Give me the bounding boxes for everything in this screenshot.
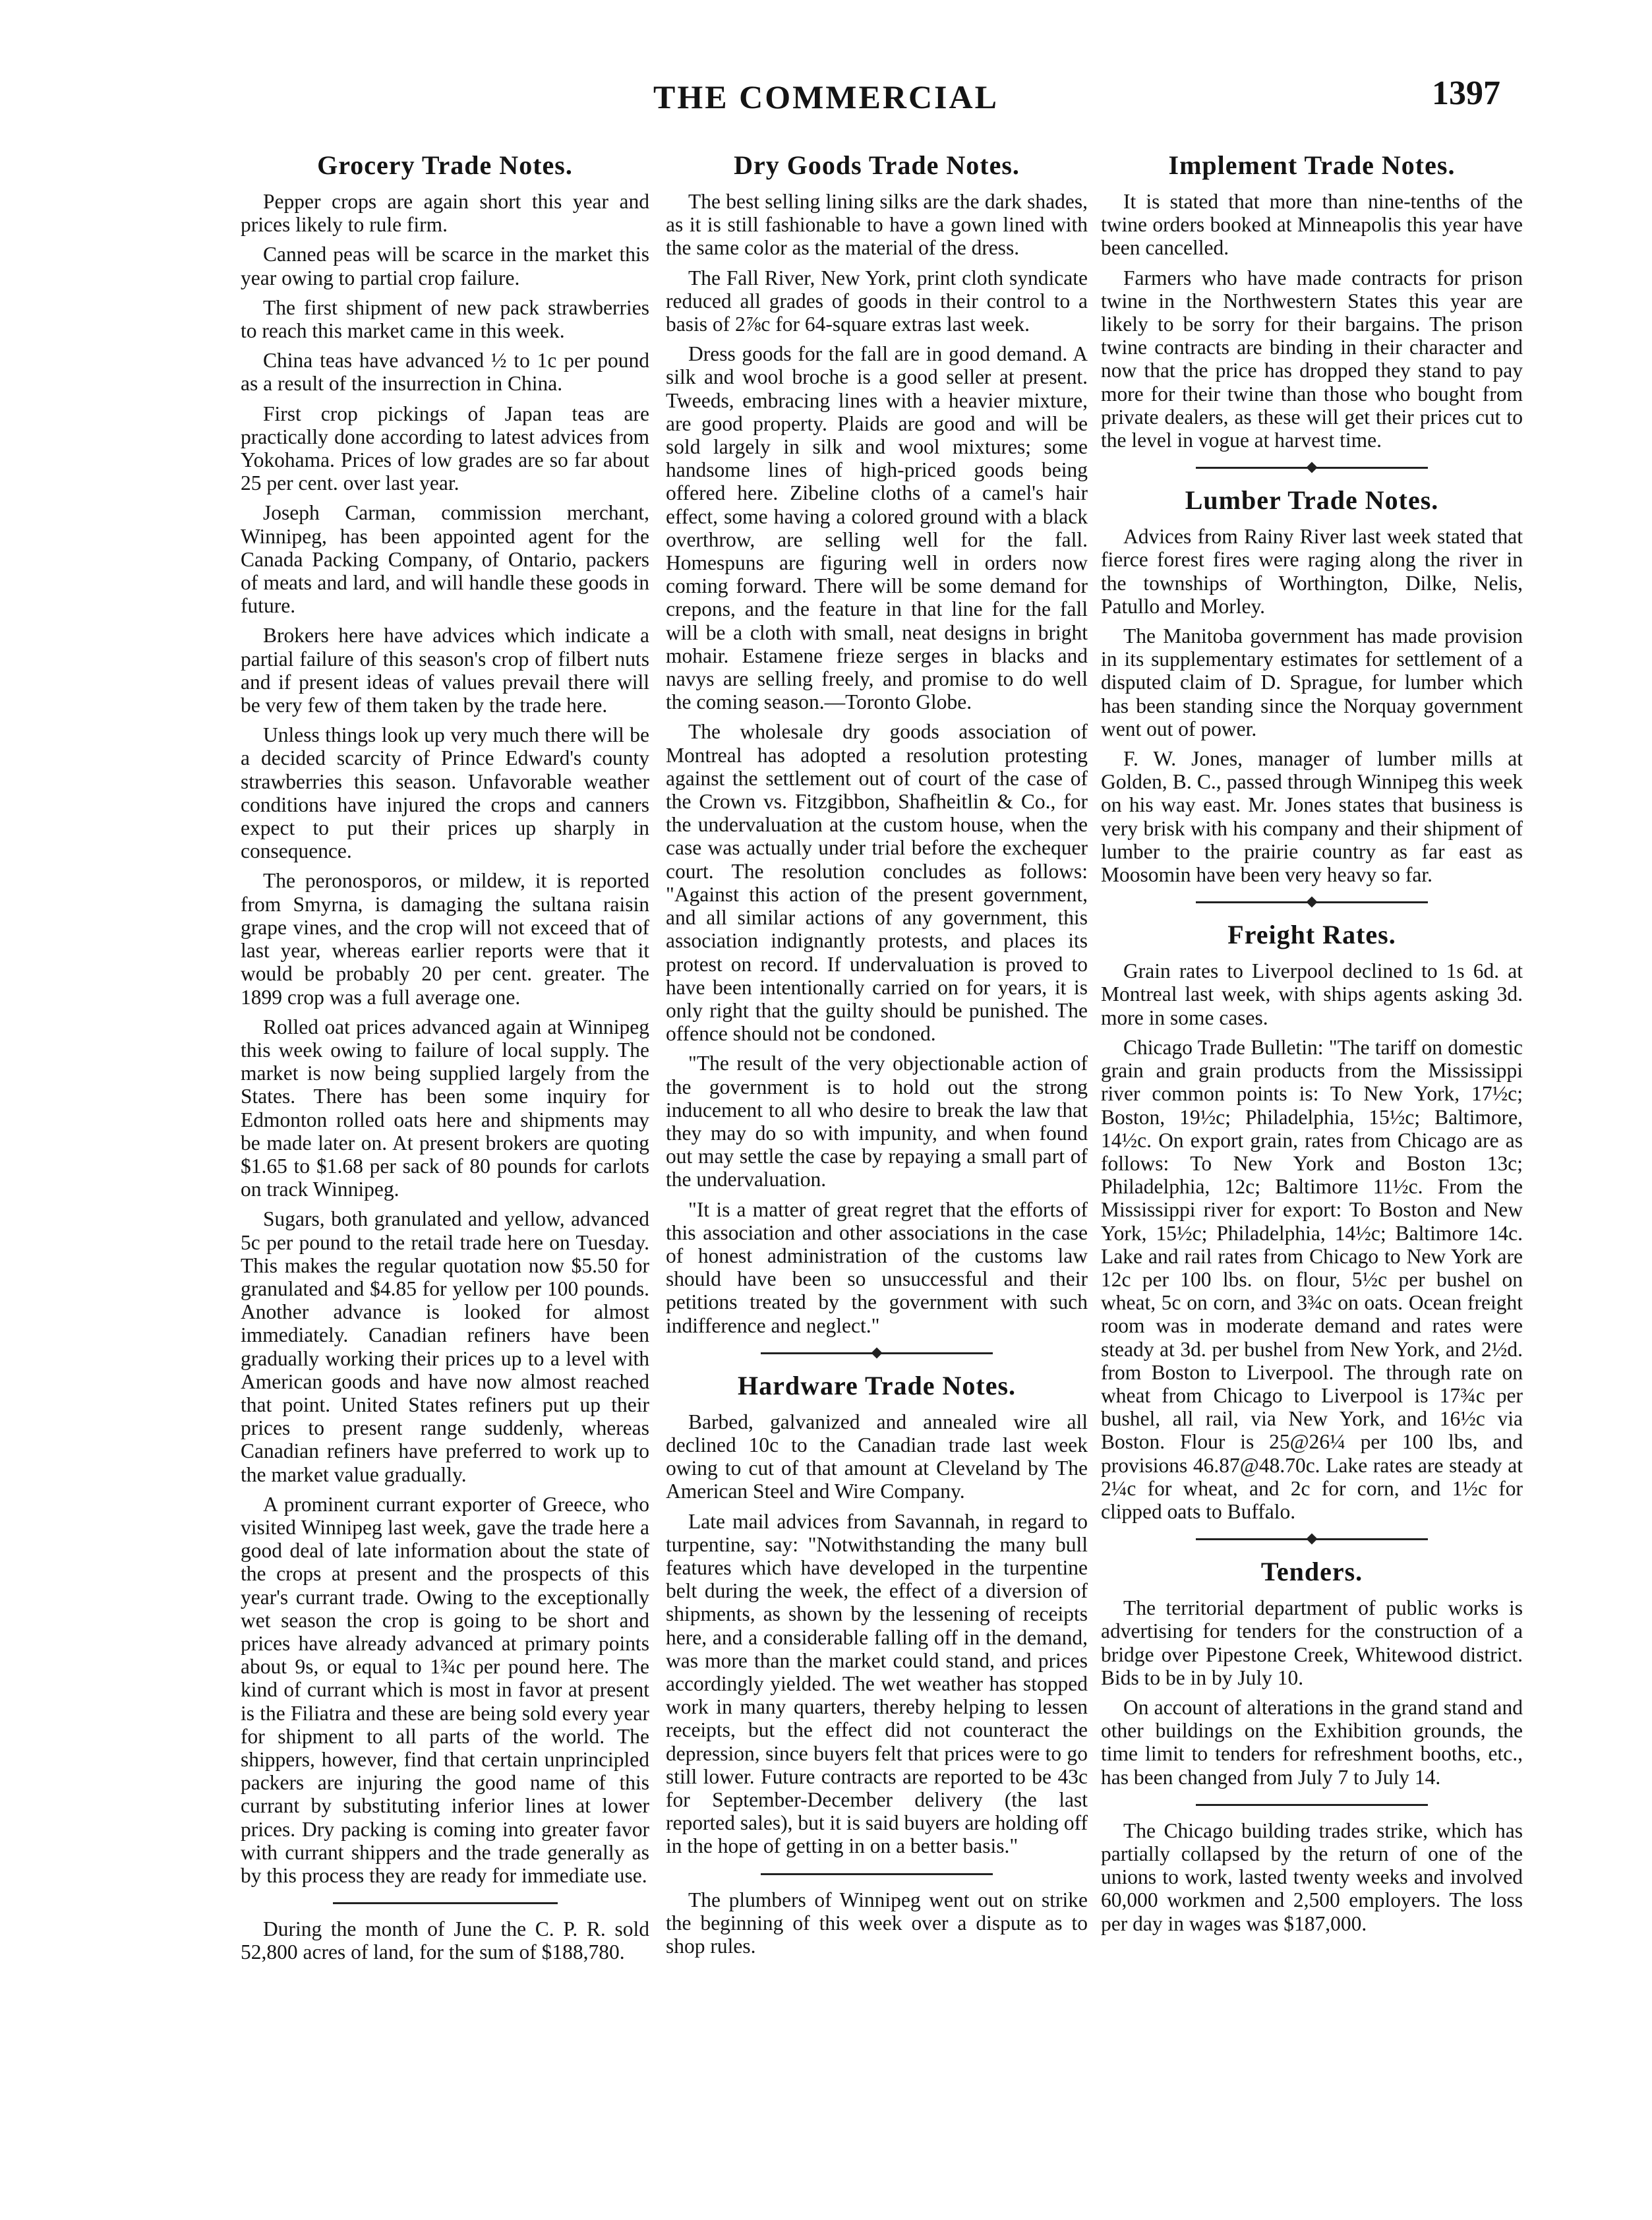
article-paragraph: Late mail advices from Savannah, in regard to turpentine, say: "Notwithstanding the many bull features which have developed in the turpentine belt during the week, the effect of a diversion of shipments, as shown by the lessening of receipts here, and a considerable falling off in the demand, was more than the market could stand, and prices accordingly yielded. The wet weather has stopped work in many quarters, thereby helping to lessen receipts, but the effect did not counteract the depression, since buyers felt that prices were to go still lower. Future contracts are reported to be 43c for September-December delivery (the last reported sales), but it is said buyers are holding off in the hope of getting in on a better basis."	[666, 1509, 1088, 1858]
article-paragraph: First crop pickings of Japan teas are practically done according to latest advices from Yokohama. Prices of low grades are so far about 25 per cent. over last year.	[241, 402, 649, 495]
section-divider	[761, 1865, 993, 1883]
article-paragraph: F. W. Jones, manager of lumber mills at Golden, B. C., passed through Winnipeg this week on his way east. Mr. Jones states that business is very brisk with his company and their shipment of lumber to the prairie country as far east as Moosomin have been very heavy so far.	[1101, 747, 1523, 887]
page-header	[0, 75, 1652, 131]
article-paragraph: The plumbers of Winnipeg went out on strike the beginning of this week over a dispute as to shop rules.	[666, 1888, 1088, 1958]
article-paragraph: The Fall River, New York, print cloth syndicate reduced all grades of goods in their control to a basis of 2⅞c for 64-square extras last week.	[666, 266, 1088, 336]
section-grocery-trade-notes	[241, 150, 649, 1887]
article-paragraph: Joseph Carman, commission merchant, Winnipeg, has been appointed agent for the Canada Packing Company, of Ontario, packers of meats and lard, and will handle these goods in future.	[241, 501, 649, 618]
article-paragraph: On account of alterations in the grand stand and other buildings on the Exhibition grounds, the time limit to tenders for refreshment booths, etc., has been changed from July 7 to July 14.	[1101, 1695, 1523, 1789]
article-paragraph: The peronosporos, or mildew, it is reported from Smyrna, is damaging the sultana raisin grape vines, and the crop will not exceed that of last year, whereas earlier reports were that it would be probably 20 per cent. greater. The 1899 crop was a full average one.	[241, 869, 649, 1009]
article-paragraph: During the month of June the C. P. R. sold 52,800 acres of land, for the sum of $188,780.	[241, 1917, 649, 1964]
article-paragraph: The wholesale dry goods association of Montreal has adopted a resolution protesting against the settlement out of court of the case of the Crown vs. Fitzgibbon, Shafheitlin & Co., for the undervaluation at the custom house, when the case was actually under trial before the exchequer court. The resolution concludes as follows: "Against this action of the present government, and all similar actions of any government, this association indignantly protests, and places its protest on record. If undervaluation is proved to have been intentionally carried on for years, it is only right that the guilty should be punished. The offence should not be condoned.	[666, 720, 1088, 1046]
section-lumber-trade-notes	[1101, 485, 1523, 886]
article-paragraph: Canned peas will be scarce in the market this year owing to partial crop failure.	[241, 243, 649, 289]
article-paragraph: Rolled oat prices advanced again at Winnipeg this week owing to failure of local supply. The market is now being supplied largely from the States. There has been some inquiry for Edmonton rolled oats here and shipments may be made later on. At present brokers are quoting $1.65 to $1.68 per sack of 80 pounds for carlots on track Winnipeg.	[241, 1015, 649, 1201]
column-3	[1101, 142, 1523, 2180]
article-paragraph: Chicago Trade Bulletin: "The tariff on domestic grain and grain products from the Mississippi river common points is: To New York, 17½c; Boston, 19½c; Philadelphia, 15½c; Baltimore, 14½c. On export grain, rates from Chicago are as follows: To New York and Boston 13c; Philadelphia, 12c; Baltimore 11½c. From the Mississippi river for export: To Boston and New York, 15½c; Philadelphia, 14½c; Baltimore 14c. Lake and rail rates from Chicago to New York are 12c per 100 lbs. on flour, 5½c per bushel on wheat, 5c on corn, and 3¾c on oats. Ocean freight room was in moderate demand and rates were steady at 3d. per bushel from New York, and 2½d. from Boston to Liverpool. The through rate on wheat from Chicago to Liverpool is 17¾c per bushel, all rail, via New York, and 16½c via Boston. Flour is 25@26¼ per 100 lbs, and provisions 46.87@48.70c. Lake rates are steady at 2¼c for wheat, and 2c for corn, and 1½c for clipped oats to Buffalo.	[1101, 1035, 1523, 1523]
article-paragraph: "The result of the very objectionable action of the government is to hold out the strong inducement to all who desire to break the law that they may do so with impunity, and when found out may settle the case by repaying a small part of the undervaluation.	[666, 1052, 1088, 1191]
brief-note	[1101, 1819, 1523, 1935]
article-paragraph: Brokers here have advices which indicate a partial failure of this season's crop of filbert nuts and if present ideas of values prevail there will be very few of them taken by the trade here.	[241, 624, 649, 717]
article-paragraph: Advices from Rainy River last week stated that fierce forest fires were raging along the river in the townships of Worthington, Dilke, Nelis, Patullo and Morley.	[1101, 525, 1523, 618]
article-paragraph: The territorial department of public works is advertising for tenders for the construction of a bridge over Pipestone Creek, Whitewood district. Bids to be in by July 10.	[1101, 1596, 1523, 1689]
section-divider	[1196, 1530, 1428, 1548]
section-heading: Freight Rates.	[1227, 920, 1396, 950]
section-tenders	[1101, 1556, 1523, 1789]
section-heading: Dry Goods Trade Notes.	[734, 150, 1020, 180]
brief-note	[666, 1888, 1088, 1958]
section-heading: Implement Trade Notes.	[1168, 150, 1456, 180]
article-paragraph: Dress goods for the fall are in good demand. A silk and wool broche is a good seller at present. Tweeds, embracing lines with a heavier mixture, are good property. Plaids are good and will be sold largely in silk and wool mixtures; some handsome lines of high-priced goods being offered here. Zibeline cloths of a camel's hair effect, some having a colored ground with a black overthrow, are selling well for the fall. Homespuns are figuring well in orders now coming forward. There will be some demand for crepons, and the feature in that line for the fall will be a cloth with small, neat designs in bright mohair. Estamene frieze serges in blacks and navys are selling freely, and promise to do well the coming season.—Toronto Globe.	[666, 342, 1088, 714]
section-divider	[333, 1894, 558, 1912]
column-2	[666, 142, 1088, 2180]
section-divider	[1196, 458, 1428, 477]
article-paragraph: The Manitoba government has made provision in its supplementary estimates for settlement of a disputed claim of D. Sprague, for lumber which has been standing since the Norquay government went out of power.	[1101, 624, 1523, 740]
article-paragraph: It is stated that more than nine-tenths of the twine orders booked at Minneapolis this year have been cancelled.	[1101, 190, 1523, 260]
article-paragraph: Pepper crops are again short this year and prices likely to rule firm.	[241, 190, 649, 237]
section-divider	[1196, 893, 1428, 911]
article-paragraph: The best selling lining silks are the dark shades, as it is still fashionable to have a gown lined with the same color as the material of the dress.	[666, 190, 1088, 260]
running-title: THE COMMERCIAL	[653, 78, 999, 115]
section-heading: Tenders.	[1260, 1557, 1363, 1587]
page-number: 1397	[1432, 75, 1500, 112]
article-paragraph: Unless things look up very much there will be a decided scarcity of Prince Edward's county strawberries this season. Unfavorable weather conditions have injured the crops and canners expect to put their prices up sharply in consequence.	[241, 723, 649, 863]
article-paragraph: Sugars, both granulated and yellow, advanced 5c per pound to the retail trade here on Tuesday. This makes the regular quotation now $5.50 for granulated and $4.85 for yellow per 100 pounds. Another advance is looked for almost immediately. Canadian refiners have been gradually working their prices up to a level with American goods and have now almost reached that point. United States refiners put up their prices to present range suddenly, whereas Canadian refiners have preferred to work up to the market value gradually.	[241, 1207, 649, 1486]
article-paragraph: "It is a matter of great regret that the efforts of this association and other associations in the case of honest administration of the customs law should have been so unsuccessful and their petitions treated by the government with such indifference and neglect."	[666, 1197, 1088, 1337]
section-hardware-trade-notes	[666, 1370, 1088, 1858]
section-freight-rates	[1101, 919, 1523, 1523]
brief-note	[241, 1917, 649, 1964]
section-heading: Lumber Trade Notes.	[1185, 485, 1439, 516]
article-paragraph: China teas have advanced ½ to 1c per pound as a result of the insurrection in China.	[241, 349, 649, 396]
section-implement-trade-notes	[1101, 150, 1523, 452]
section-heading: Hardware Trade Notes.	[737, 1370, 1017, 1400]
article-paragraph: A prominent currant exporter of Greece, who visited Winnipeg last week, gave the trade here a good deal of late information about the state of the crops at present and the prospects of this year's currant trade. Owing to the exceptionally wet season the crop is going to be short and prices have already advanced at primary points about 9s, or equal to 1¾c per pound here. The kind of currant which is most in favor at present is the Filiatra and these are being sold every year for shipment to all parts of the world. The shippers, however, find that certain unprincipled packers are injuring the good name of this currant by substituting inferior lines at lower prices. Dry packing is coming into greater favor with currant shippers and the trade generally as by this process they are ready for immediate use.	[241, 1492, 649, 1888]
section-dry-goods-trade-notes	[666, 150, 1088, 1337]
article-paragraph: Farmers who have made contracts for prison twine in the Northwestern States this year are likely to be sorry for their bargains. The prison twine contracts are binding in their character and now that the price has dropped they stand to pay more for their twine than those who bought from private dealers, as these will get their prices cut to the level in vogue at harvest time.	[1101, 266, 1523, 452]
article-paragraph: The first shipment of new pack strawberries to reach this market came in this week.	[241, 295, 649, 343]
section-heading: Grocery Trade Notes.	[317, 150, 573, 180]
column-1	[241, 142, 649, 2180]
article-paragraph: Grain rates to Liverpool declined to 1s 6d. at Montreal last week, with ships agents asking 3d. more in some cases.	[1101, 959, 1523, 1029]
section-divider	[1196, 1795, 1428, 1814]
section-divider	[761, 1344, 993, 1362]
article-paragraph: Barbed, galvanized and annealed wire all declined 10c to the Canadian trade last week owing to cut of that amount at Cleveland by The American Steel and Wire Company.	[666, 1410, 1088, 1503]
article-paragraph: The Chicago building trades strike, which has partially collapsed by the return of one of the unions to work, lasted twenty weeks and involved 60,000 workmen and 2,500 employers. The loss per day in wages was $187,000.	[1101, 1818, 1523, 1935]
